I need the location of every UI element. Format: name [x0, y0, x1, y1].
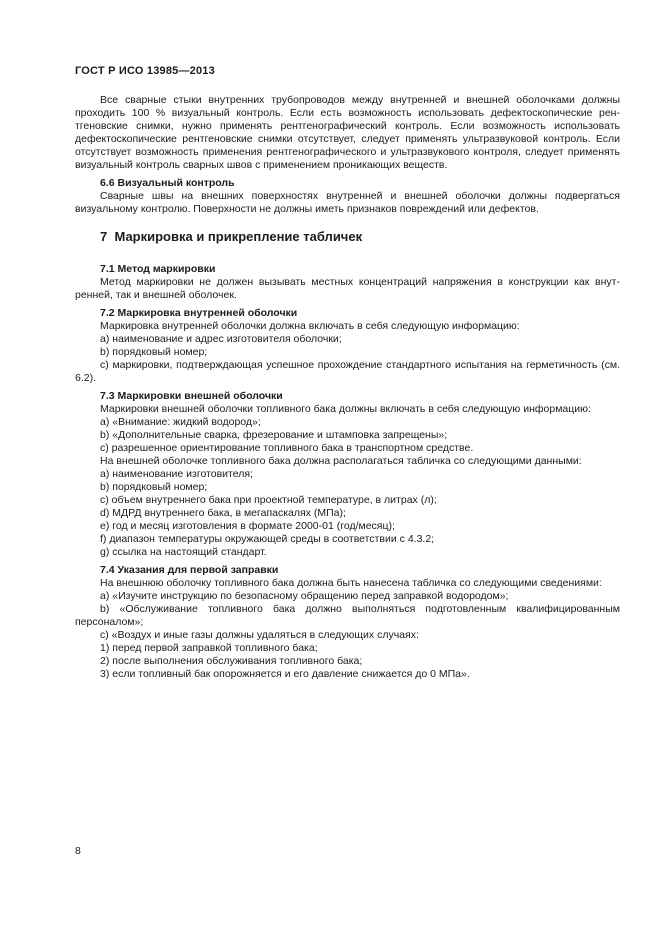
doc-code-header: ГОСТ Р ИСО 13985—2013: [75, 65, 215, 77]
list-item-7-3-c: c) разрешенное ориентирование топливного бака в транспортном средстве.: [100, 442, 474, 454]
heading-7-4-first-filling: 7.4 Указания для первой заправки: [100, 564, 279, 576]
list-item-7-4-3: 3) если топливный бак опорожняется и его давление снижается до 0 МПа».: [100, 668, 470, 680]
list-item-7-3-plate-d: d) МДРД внутреннего бака, в мегапаскалях (МПа);: [100, 507, 346, 519]
heading-7-3-outer-shell-marking: 7.3 Маркировки внешней оболочки: [100, 390, 283, 402]
list-item-7-3-plate-g: g) ссылка на настоящий стандарт.: [100, 546, 267, 558]
heading-7-1-marking-method: 7.1 Метод маркировки: [100, 263, 216, 275]
para-7-3-plate-intro: На внешней оболочке топливного бака должна располагаться табличка со следующими данными:: [100, 455, 582, 467]
list-item-7-4-b: b) «Обслуживание топливного бака должно выполняться подготовленным квалифицированным персоналом»;: [75, 603, 620, 628]
list-item-7-3-plate-a: a) наименование изготовителя;: [100, 468, 253, 480]
list-item-7-4-c: c) «Воздух и иные газы должны удаляться в следующих случаях:: [100, 629, 419, 641]
list-item-7-4-a: a) «Изучите инструкцию по безопасному обращению перед заправкой водородом»;: [100, 590, 509, 602]
list-item-7-3-plate-b: b) порядковый номер;: [100, 481, 208, 493]
para-7-3-intro: Маркировки внешней оболочки топливного бака должны включать в себя следующую информацию:: [100, 403, 591, 415]
list-item-7-2-c: c) маркировки, подтверждающая успешное прохождение стандартного испытания на герметичность (см. 6.2).: [75, 359, 620, 384]
para-7-1-marking-method: Метод маркировки не должен вызывать местных концентраций напряжения в конструкции как внутренней, так и внешней оболочек.: [75, 276, 620, 301]
list-item-7-2-b: b) порядковый номер;: [100, 346, 208, 358]
para-weld-inspection-control: Все сварные стыки внутренних трубопроводов между внутренней и внешней оболочками должны проходить 100 % визуальный контроль. Если есть возможность использовать дефектоскопические рентгеновские снимки, нужно применять рентгенографический контроль. Если возможность использовать дефектоскопические рентгеновские снимки отсутствует, следует применять ультразвуковой контроль. Если отсутствует возможность применения рентгенографического и ультразвукового контроля, следует применять визуальный контроль сварных швов с применением проникающих веществ.: [75, 94, 620, 171]
heading-6-6-visual-control: 6.6 Визуальный контроль: [100, 177, 235, 189]
list-item-7-2-a: a) наименование и адрес изготовителя оболочки;: [100, 333, 342, 345]
page-body: [75, 94, 620, 681]
list-item-7-4-2: 2) после выполнения обслуживания топливного бака;: [100, 655, 363, 667]
para-visual-control: Сварные швы на внешних поверхностях внутренней и внешней оболочки должны подвергаться визуальному контролю. Поверхности не должны иметь признаков повреждений или дефектов.: [75, 190, 620, 215]
list-item-7-3-b: b) «Дополнительные сварка, фрезерование и штамповка запрещены»;: [100, 429, 448, 441]
heading-7-2-inner-shell-marking: 7.2 Маркировка внутренней оболочки: [100, 307, 298, 319]
page-number: 8: [75, 845, 81, 857]
para-7-4-intro: На внешнюю оболочку топливного бака должна быть нанесена табличка со следующими сведениями:: [100, 577, 602, 589]
list-item-7-3-plate-f: f) диапазон температуры окружающей среды в соответствии с 4.3.2;: [100, 533, 435, 545]
chapter-7-title: 7 Маркировка и прикрепление табличек: [100, 229, 363, 244]
list-item-7-4-1: 1) перед первой заправкой топливного бака;: [100, 642, 318, 654]
list-item-7-3-a: a) «Внимание: жидкий водород»;: [100, 416, 261, 428]
para-7-2-intro: Маркировка внутренней оболочки должна включать в себя следующую информацию:: [100, 320, 520, 332]
list-item-7-3-plate-c: c) объем внутреннего бака при проектной температуре, в литрах (л);: [100, 494, 437, 506]
list-item-7-3-plate-e: e) год и месяц изготовления в формате 2000-01 (год/месяц);: [100, 520, 395, 532]
